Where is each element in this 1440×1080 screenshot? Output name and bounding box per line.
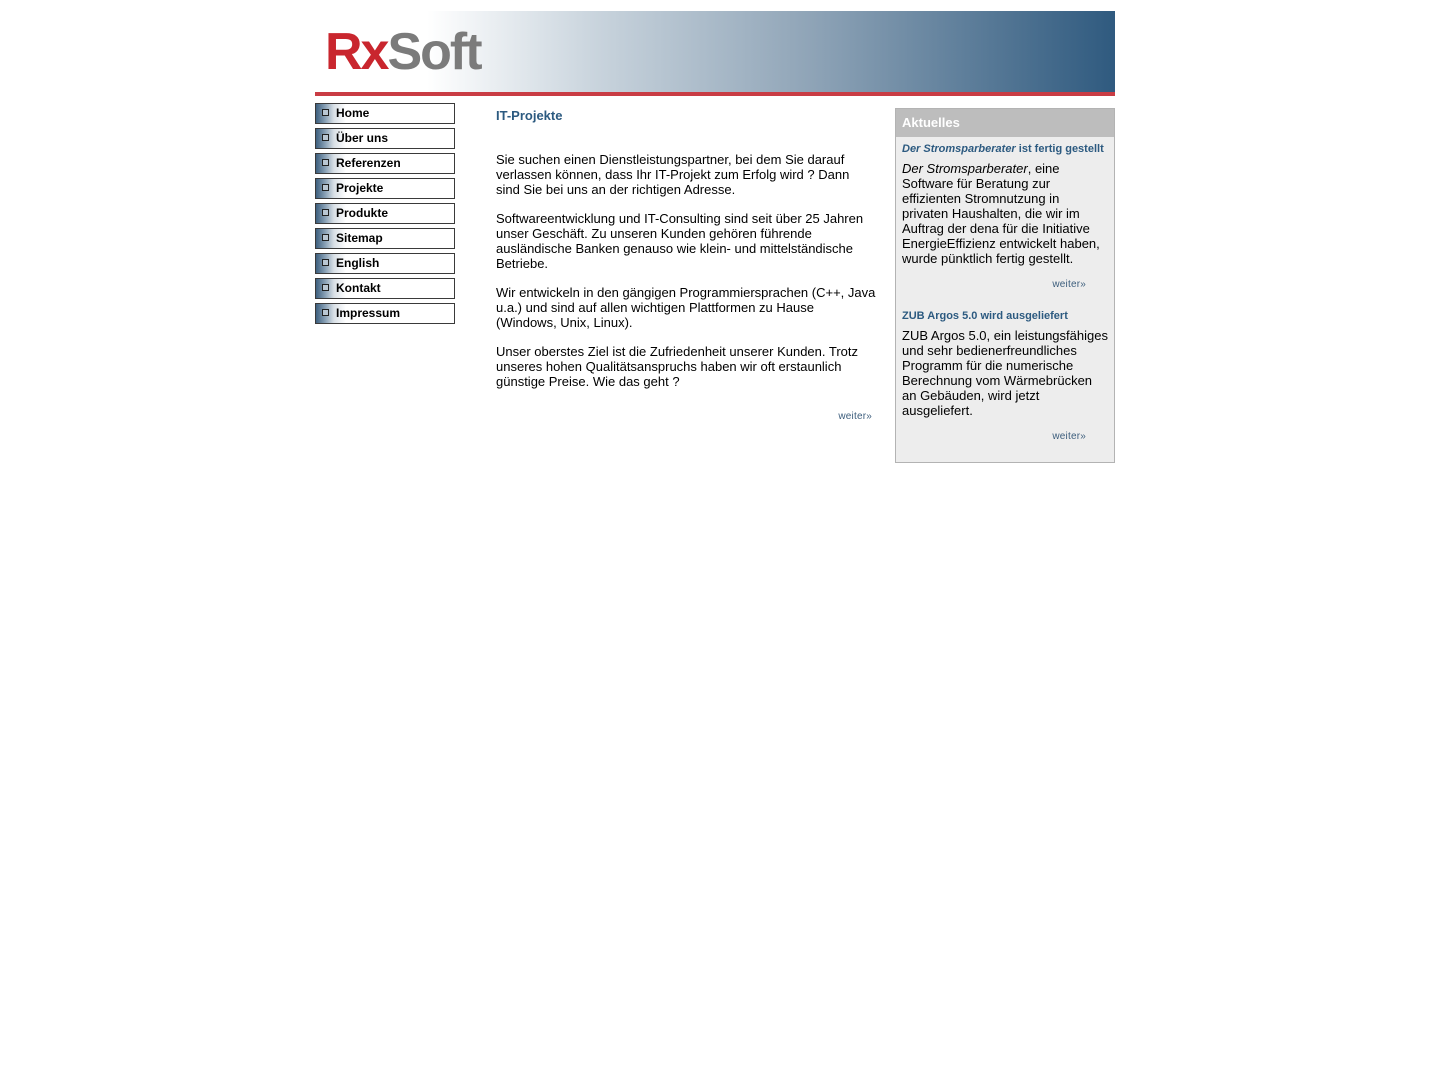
- news-item: [896, 310, 1114, 444]
- news-sidebar: [895, 108, 1115, 463]
- news-body: [902, 161, 1108, 266]
- logo-soft: Soft: [387, 23, 481, 81]
- nav-item-impressum[interactable]: [315, 303, 455, 324]
- nav-item-home[interactable]: [315, 103, 455, 124]
- news-title-rest: ist fertig gestellt: [1015, 143, 1104, 155]
- nav-label: Produkte: [336, 206, 389, 220]
- double-chevron-right-icon: »: [1080, 431, 1086, 442]
- weiter-link[interactable]: [1052, 431, 1086, 442]
- square-bullet-icon: [322, 234, 329, 241]
- content-paragraph: Wir entwickeln in den gängigen Programmiersprachen (C++, Java u.a.) und sind auf allen wichtigen Plattformen zu Hause (Windows, Unix, Linux).: [496, 285, 876, 330]
- weiter-label: weiter: [1052, 431, 1081, 442]
- main-navigation: [315, 103, 455, 328]
- nav-label: Projekte: [336, 181, 384, 195]
- content-paragraph: Sie suchen einen Dienstleistungspartner, bei dem Sie darauf verlassen können, dass Ihr IT-Projekt zum Erfolg wird ? Dann sind Sie bei uns an der richtigen Adresse.: [496, 152, 850, 197]
- weiter-label: weiter: [838, 411, 867, 422]
- content-paragraph: Unser oberstes Ziel ist die Zufriedenheit unserer Kunden. Trotz unseres hohen Qualitätsanspruchs haben wir oft erstaunlich günstige Preise. Wie das geht ?: [496, 344, 859, 389]
- nav-label: Impressum: [336, 306, 401, 320]
- nav-item-english[interactable]: [315, 253, 455, 274]
- news-body-rest: , eine Software für Beratung zur effizienten Stromnutzung in privaten Haushalten, die wir im Auftrag der dena für die Initiative EnergieEffizienz entwickelt haben, wurde pünktlich fertig gestellt.: [902, 161, 1100, 266]
- nav-item-ueber-uns[interactable]: [315, 128, 455, 149]
- nav-label: English: [336, 256, 380, 270]
- nav-label: Referenzen: [336, 156, 401, 170]
- weiter-link[interactable]: [1052, 279, 1086, 290]
- content-paragraph: Softwareentwicklung und IT-Consulting sind seit über 25 Jahren unser Geschäft. Zu unseren Kunden gehören führende ausländische Banken genauso wie klein- und mittelständische Betriebe.: [496, 211, 864, 271]
- nav-label: Kontakt: [336, 281, 381, 295]
- header-divider: [315, 92, 1115, 96]
- square-bullet-icon: [322, 184, 329, 191]
- news-heading: Aktuelles: [896, 109, 1114, 137]
- site-header: [315, 11, 1115, 93]
- news-title-italic: Der Stromsparberater: [902, 143, 1016, 155]
- nav-label: Sitemap: [336, 231, 383, 245]
- square-bullet-icon: [322, 209, 329, 216]
- more-link-wrap: [902, 426, 1108, 444]
- nav-label: Home: [336, 106, 370, 120]
- news-body-italic: Der Stromsparberater: [902, 161, 1028, 176]
- nav-item-kontakt[interactable]: [315, 278, 455, 299]
- news-item: [896, 143, 1114, 292]
- news-title[interactable]: [902, 310, 1108, 322]
- rxsoft-logo[interactable]: [325, 22, 481, 82]
- nav-item-sitemap[interactable]: [315, 228, 455, 249]
- main-content: [496, 108, 876, 424]
- more-link-wrap: [902, 274, 1108, 292]
- square-bullet-icon: [322, 284, 329, 291]
- nav-label: Über uns: [336, 131, 389, 145]
- more-link-wrap: [496, 407, 876, 424]
- logo-rx: Rx: [325, 23, 388, 81]
- double-chevron-right-icon: »: [1080, 279, 1086, 290]
- news-title[interactable]: [902, 143, 1108, 155]
- square-bullet-icon: [322, 259, 329, 266]
- nav-item-projekte[interactable]: [315, 178, 455, 199]
- square-bullet-icon: [322, 134, 329, 141]
- square-bullet-icon: [322, 309, 329, 316]
- nav-item-produkte[interactable]: [315, 203, 455, 224]
- square-bullet-icon: [322, 159, 329, 166]
- news-title-rest: ZUB Argos 5.0 wird ausgeliefert: [902, 310, 1068, 322]
- news-body: [902, 328, 1108, 418]
- nav-item-referenzen[interactable]: [315, 153, 455, 174]
- page-title: IT-Projekte: [496, 108, 563, 123]
- news-body-rest: ZUB Argos 5.0, ein leistungsfähiges und sehr bedienerfreundliches Programm für die numerische Berechnung vom Wärmebrücken an Gebäuden, wird jetzt ausgeliefert.: [902, 328, 1108, 418]
- double-chevron-right-icon: »: [866, 411, 872, 422]
- weiter-link[interactable]: [838, 409, 872, 424]
- square-bullet-icon: [322, 109, 329, 116]
- weiter-label: weiter: [1052, 279, 1081, 290]
